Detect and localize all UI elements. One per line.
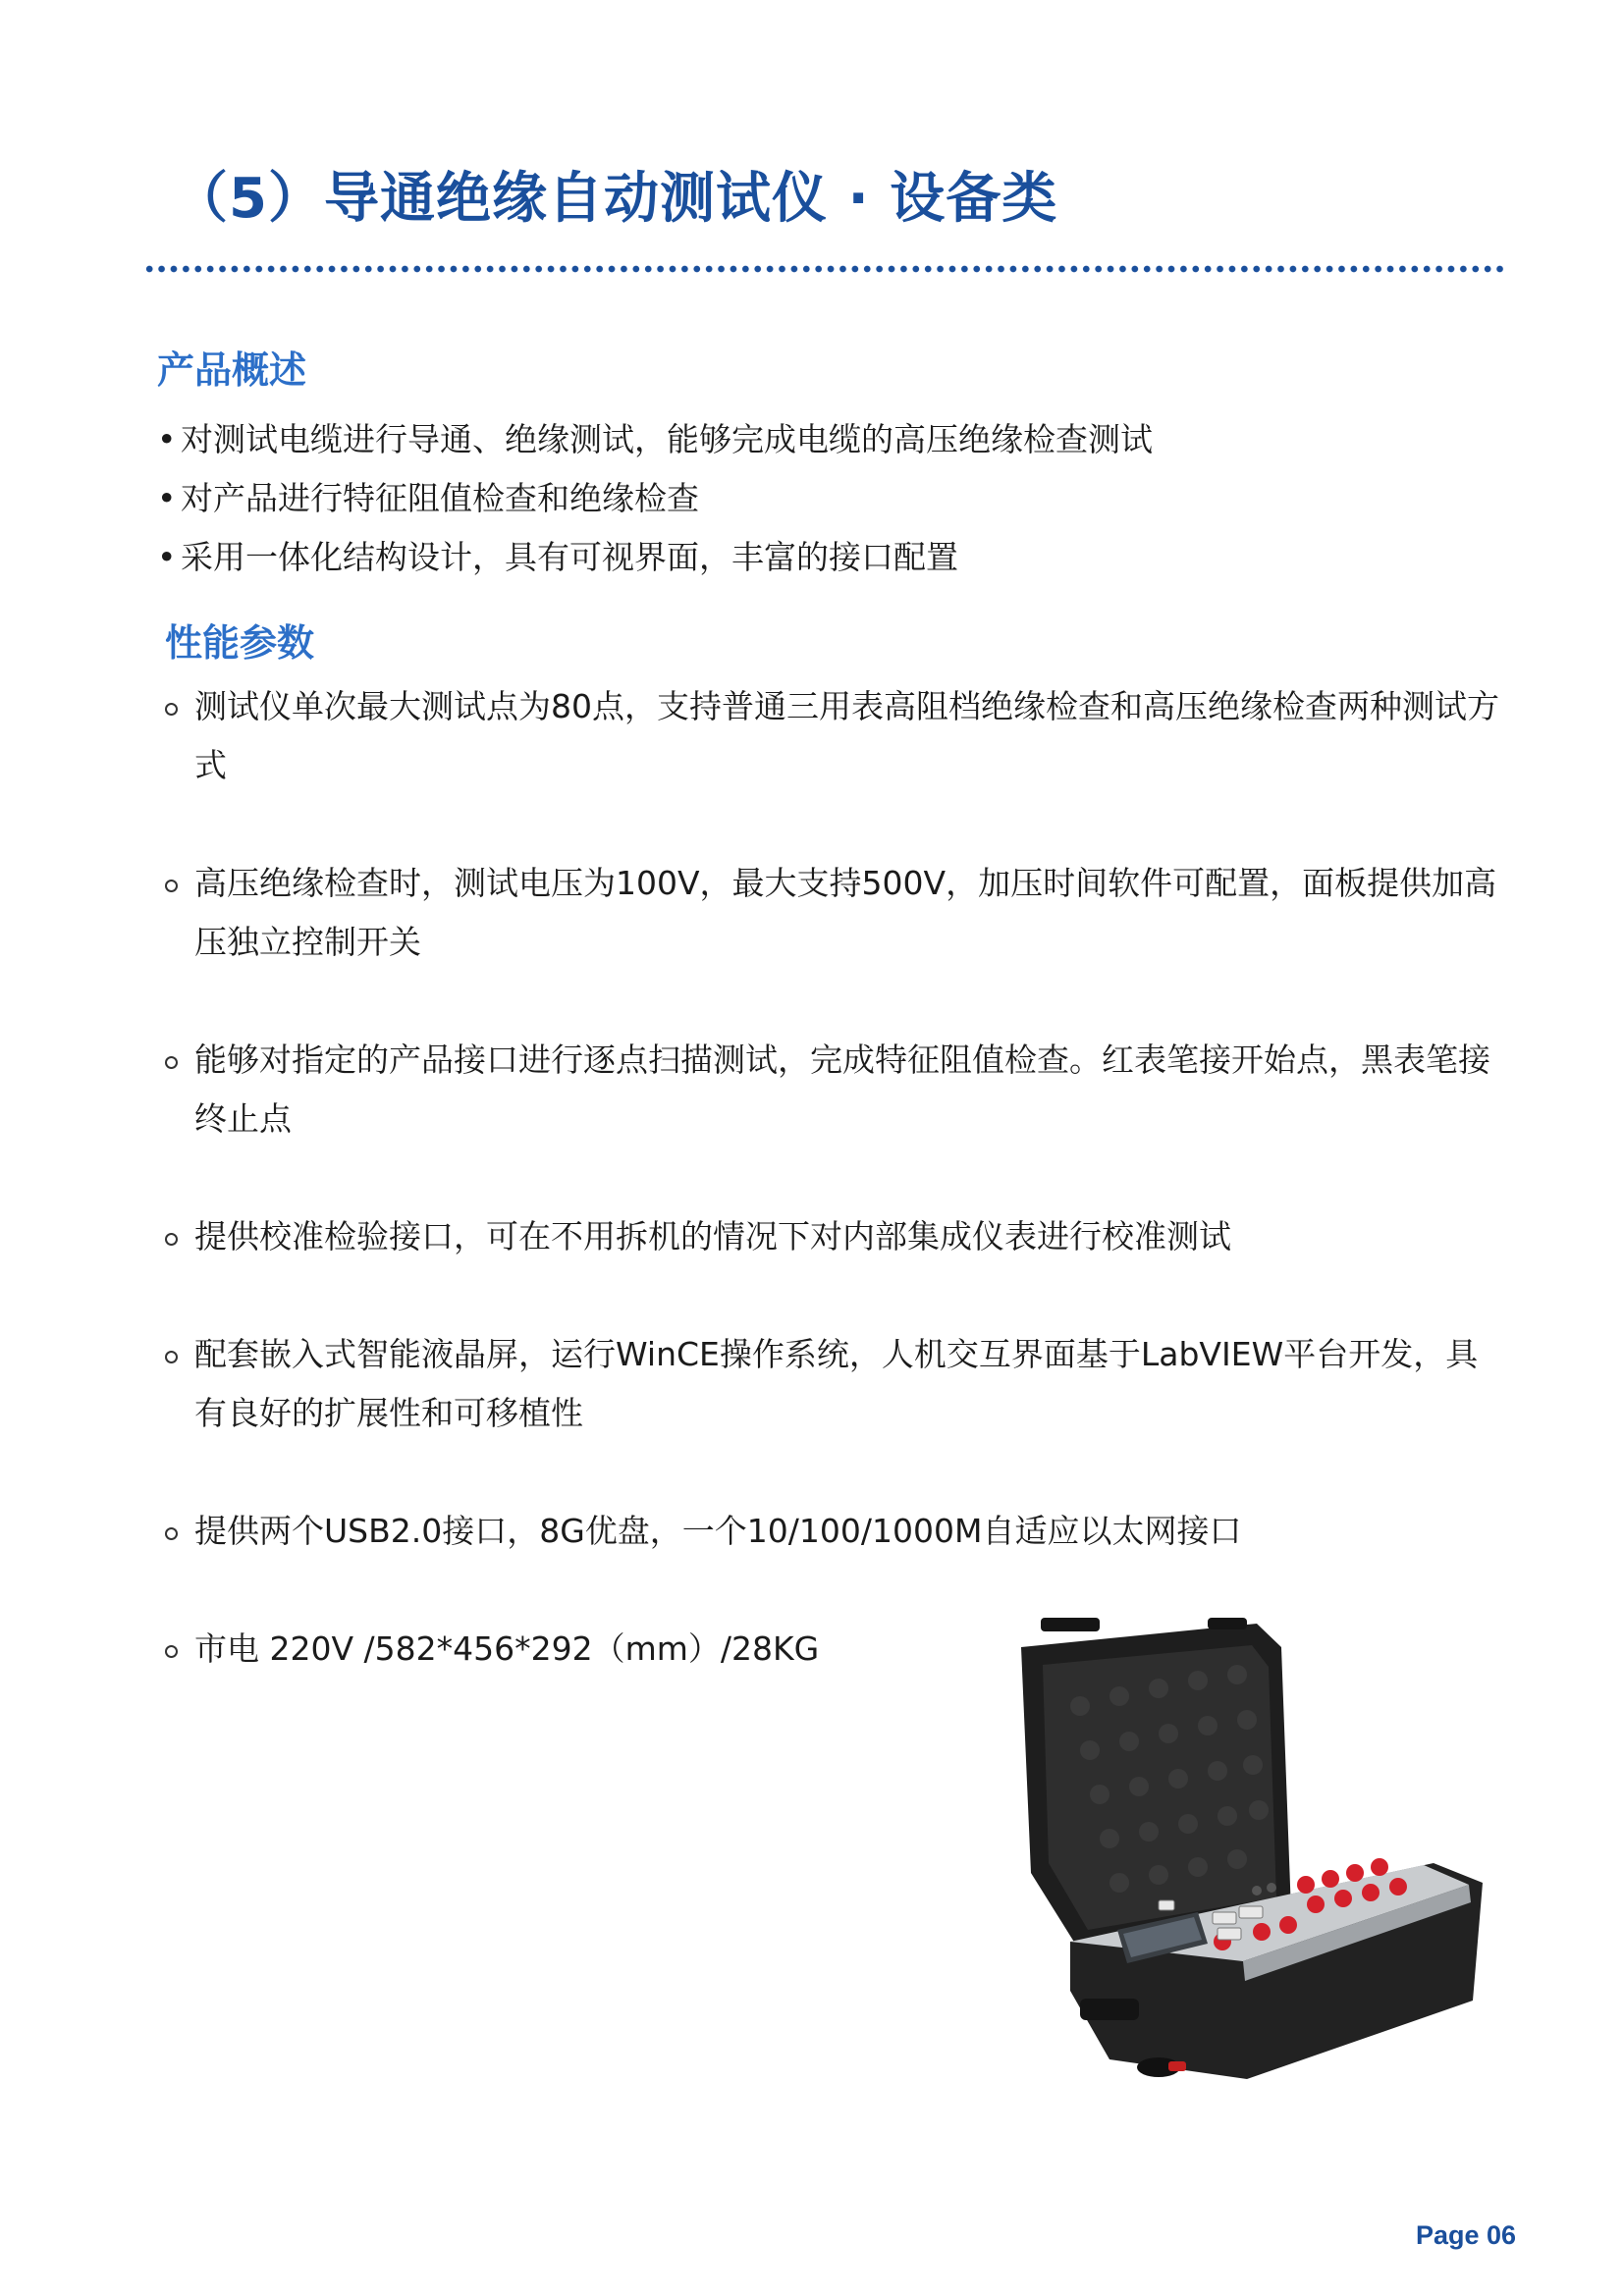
circle-bullet-icon: [165, 1351, 178, 1363]
page-number: Page 06: [1416, 2220, 1517, 2250]
circle-bullet-icon: [165, 1056, 178, 1069]
spec-item: 高压绝缘检查时，测试电压为100V，最大支持500V，加压时间软件可配置，面板提供加高压独立控制开关: [157, 854, 1492, 972]
circle-bullet-icon: [165, 880, 178, 892]
overview-item: • 对产品进行特征阻值检查和绝缘检查: [157, 469, 1153, 528]
switch: [1252, 1886, 1262, 1896]
overview-heading: 产品概述: [157, 348, 307, 392]
dotted-divider: [143, 265, 1504, 273]
spec-item: 配套嵌入式智能液晶屏，运行WinCE操作系统，人机交互界面基于LabVIEW平台开发，具有良好的扩展性和可移植性: [157, 1325, 1492, 1443]
switch: [1267, 1883, 1276, 1893]
case-tag: [1168, 2061, 1186, 2071]
overview-list: [157, 410, 1153, 587]
bullet-icon: •: [157, 479, 177, 517]
circle-bullet-icon: [165, 1527, 178, 1540]
bullet-icon: •: [157, 538, 177, 576]
product-photo: [1011, 1618, 1492, 2109]
spec-item: 能够对指定的产品接口进行逐点扫描测试，完成特征阻值检查。红表笔接开始点，黑表笔接终止点: [157, 1031, 1492, 1148]
case-handle: [1080, 1999, 1139, 2020]
specs-list: [157, 677, 1499, 1737]
circle-bullet-icon: [165, 1645, 178, 1658]
bullet-icon: •: [157, 420, 177, 458]
circle-bullet-icon: [165, 703, 178, 716]
spec-item: 市电 220V /582*456*292（mm）/28KG: [157, 1620, 1492, 1679]
spec-item: 测试仪单次最大测试点为80点，支持普通三用表高阻档绝缘检查和高压绝缘检查两种测试方式: [157, 677, 1492, 795]
spec-item: 提供校准检验接口，可在不用拆机的情况下对内部集成仪表进行校准测试: [157, 1207, 1492, 1266]
overview-item: • 对测试电缆进行导通、绝缘测试，能够完成电缆的高压绝缘检查测试: [157, 410, 1153, 469]
overview-item: • 采用一体化结构设计，具有可视界面，丰富的接口配置: [157, 528, 1153, 587]
circle-bullet-icon: [165, 1233, 178, 1246]
lid-latch: [1208, 1618, 1247, 1629]
spec-item: 提供两个USB2.0接口，8G优盘，一个10/100/1000M自适应以太网接口: [157, 1502, 1492, 1561]
lid-latch: [1041, 1618, 1100, 1631]
specs-heading: 性能参数: [165, 621, 315, 665]
page-title: （5）导通绝缘自动测试仪 · 设备类: [173, 167, 1058, 231]
